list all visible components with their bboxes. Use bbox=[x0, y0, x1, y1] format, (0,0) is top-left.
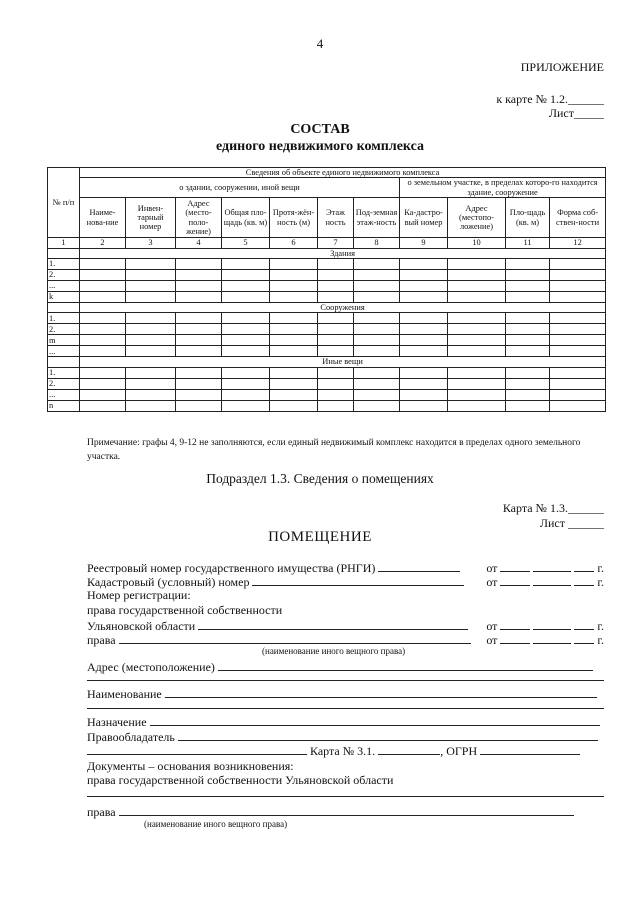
table-cell[interactable] bbox=[400, 324, 448, 335]
table-cell[interactable] bbox=[506, 378, 550, 389]
table-cell[interactable] bbox=[222, 292, 270, 303]
section-title: Иные вещи bbox=[80, 357, 606, 367]
table-row bbox=[48, 400, 606, 411]
table-row bbox=[48, 346, 606, 357]
column-number: 1 bbox=[48, 238, 80, 248]
table-cell[interactable] bbox=[126, 292, 176, 303]
day-field[interactable] bbox=[500, 574, 530, 586]
table-row bbox=[48, 378, 606, 389]
column-header: Пло-щадь (кв. м) bbox=[506, 198, 550, 238]
table-cell[interactable] bbox=[176, 281, 222, 292]
state-row bbox=[87, 603, 604, 618]
land-subheader: о земельном участке, в пределах которо-го находится здание, сооружение bbox=[400, 178, 606, 198]
table-cell[interactable] bbox=[80, 346, 126, 357]
title-line-1: СОСТАВ bbox=[290, 122, 350, 137]
table-cell[interactable] bbox=[270, 346, 318, 357]
table-cell[interactable] bbox=[448, 292, 506, 303]
section-title: Здания bbox=[80, 248, 606, 258]
table-cell[interactable] bbox=[448, 400, 506, 411]
table-cell[interactable] bbox=[506, 313, 550, 324]
address-line-2[interactable] bbox=[87, 680, 604, 681]
to-card: к карте № 1.2.______ bbox=[496, 92, 604, 106]
table-note: Примечание: графы 4, 9-12 не заполняются, если единый недвижимый комплекс находится в пределах одного земельного участка. bbox=[87, 438, 581, 462]
right2-field[interactable] bbox=[119, 804, 574, 816]
table-cell[interactable] bbox=[80, 259, 126, 270]
table-cell[interactable] bbox=[80, 367, 126, 378]
rngi-label: Реестровый номер государственного имущества (РНГИ) bbox=[87, 561, 376, 575]
table-cell[interactable] bbox=[318, 389, 354, 400]
row-number: 2. bbox=[48, 324, 80, 335]
cadastral-label: Кадастровый (условный) номер bbox=[87, 575, 250, 589]
table-cell[interactable] bbox=[550, 389, 606, 400]
other-right-hint: (наименование иного вещного права) bbox=[262, 646, 406, 656]
table-cell[interactable] bbox=[222, 259, 270, 270]
day-field[interactable] bbox=[500, 618, 530, 630]
table-cell[interactable] bbox=[270, 313, 318, 324]
year-label: г. bbox=[597, 561, 604, 575]
table-cell[interactable] bbox=[448, 367, 506, 378]
table-cell[interactable] bbox=[222, 270, 270, 281]
table-cell[interactable] bbox=[400, 281, 448, 292]
purpose-row bbox=[87, 714, 604, 729]
column-header: Протя-жён-ность (м) bbox=[270, 198, 318, 238]
row-number: ... bbox=[48, 281, 80, 292]
row-number: n bbox=[48, 400, 80, 411]
table-cell[interactable] bbox=[270, 389, 318, 400]
row-number: k bbox=[48, 292, 80, 303]
state-ownership-label: права государственной собственности bbox=[87, 603, 283, 617]
month-field[interactable] bbox=[533, 574, 571, 586]
table-cell[interactable] bbox=[222, 335, 270, 346]
ogrn-label: , ОГРН bbox=[440, 744, 478, 758]
table-row bbox=[48, 389, 606, 400]
table-cell[interactable] bbox=[550, 292, 606, 303]
day-field[interactable] bbox=[500, 632, 530, 644]
region-row bbox=[87, 618, 604, 633]
table-cell[interactable] bbox=[126, 378, 176, 389]
table-cell[interactable] bbox=[80, 389, 126, 400]
table-cell[interactable] bbox=[270, 259, 318, 270]
other-right-hint-2: (наименование иного вещного права) bbox=[144, 819, 288, 829]
table-cell[interactable] bbox=[270, 281, 318, 292]
table-cell[interactable] bbox=[126, 259, 176, 270]
column-header: Адрес (местопо-ложение) bbox=[448, 198, 506, 238]
table-cell[interactable] bbox=[550, 346, 606, 357]
table-cell[interactable] bbox=[270, 400, 318, 411]
table-cell[interactable] bbox=[448, 389, 506, 400]
table-cell[interactable] bbox=[354, 313, 400, 324]
table-cell[interactable] bbox=[80, 281, 126, 292]
subsection-title: Подраздел 1.3. Сведения о помещениях bbox=[206, 471, 434, 486]
table-cell[interactable] bbox=[550, 259, 606, 270]
table-cell[interactable] bbox=[400, 400, 448, 411]
column-header: Этаж ность bbox=[318, 198, 354, 238]
year-field[interactable] bbox=[574, 632, 594, 644]
table-row bbox=[48, 367, 606, 378]
table-cell[interactable] bbox=[318, 324, 354, 335]
table-cell[interactable] bbox=[448, 281, 506, 292]
row-number: 2. bbox=[48, 270, 80, 281]
table-cell[interactable] bbox=[222, 400, 270, 411]
table-cell[interactable] bbox=[354, 270, 400, 281]
from-label: от bbox=[486, 575, 498, 589]
table-cell[interactable] bbox=[318, 313, 354, 324]
table-cell[interactable] bbox=[550, 270, 606, 281]
year-label: г. bbox=[597, 575, 604, 589]
table-cell[interactable] bbox=[318, 292, 354, 303]
table-cell[interactable] bbox=[354, 335, 400, 346]
section-row bbox=[48, 303, 606, 313]
table-cell[interactable] bbox=[506, 270, 550, 281]
section-row bbox=[48, 357, 606, 367]
column-header: Адрес (место-поло-жение) bbox=[176, 198, 222, 238]
rngi-row bbox=[87, 560, 604, 575]
table-cell[interactable] bbox=[448, 378, 506, 389]
month-field[interactable] bbox=[533, 632, 571, 644]
row-number: 1. bbox=[48, 313, 80, 324]
table-cell[interactable] bbox=[448, 346, 506, 357]
table-cell[interactable] bbox=[80, 292, 126, 303]
column-number: 7 bbox=[318, 238, 354, 248]
table-cell[interactable] bbox=[176, 346, 222, 357]
table-row bbox=[48, 324, 606, 335]
table-cell[interactable] bbox=[506, 335, 550, 346]
column-header: Инвен-тарный номер bbox=[126, 198, 176, 238]
table-cell[interactable] bbox=[506, 389, 550, 400]
table-cell[interactable] bbox=[176, 389, 222, 400]
table-cell[interactable] bbox=[270, 378, 318, 389]
group-header: Сведения об объекте единого недвижимого комплекса bbox=[80, 168, 606, 178]
month-field[interactable] bbox=[533, 618, 571, 630]
name-row bbox=[87, 686, 604, 701]
region-reg-field[interactable] bbox=[198, 618, 468, 630]
table-cell[interactable] bbox=[222, 367, 270, 378]
cadastral-field[interactable] bbox=[252, 574, 464, 586]
table-cell[interactable] bbox=[354, 259, 400, 270]
name-field[interactable] bbox=[165, 686, 597, 698]
table-cell[interactable] bbox=[270, 335, 318, 346]
year-label: г. bbox=[597, 619, 604, 633]
column-number: 8 bbox=[354, 238, 400, 248]
holder-label: Правообладатель bbox=[87, 730, 175, 744]
table-cell[interactable] bbox=[400, 367, 448, 378]
table-cell[interactable] bbox=[318, 400, 354, 411]
from-label: от bbox=[486, 633, 498, 647]
year-field[interactable] bbox=[574, 618, 594, 630]
right-row bbox=[87, 632, 604, 647]
registration-label: Номер регистрации: bbox=[87, 588, 191, 602]
table-cell[interactable] bbox=[506, 292, 550, 303]
row-number: m bbox=[48, 335, 80, 346]
table-cell[interactable] bbox=[506, 367, 550, 378]
table-cell[interactable] bbox=[448, 335, 506, 346]
table-cell[interactable] bbox=[270, 367, 318, 378]
table-cell[interactable] bbox=[126, 324, 176, 335]
row-number: 2. bbox=[48, 378, 80, 389]
table-cell[interactable] bbox=[354, 400, 400, 411]
table-cell[interactable] bbox=[550, 324, 606, 335]
card31-row bbox=[87, 743, 604, 758]
appendix-label: ПРИЛОЖЕНИЕ bbox=[520, 60, 604, 74]
table-cell[interactable] bbox=[400, 259, 448, 270]
table-row bbox=[48, 270, 606, 281]
table-cell[interactable] bbox=[354, 292, 400, 303]
purpose-field[interactable] bbox=[150, 714, 600, 726]
holder-row bbox=[87, 729, 604, 744]
table-cell[interactable] bbox=[126, 335, 176, 346]
table-row bbox=[48, 313, 606, 324]
table-cell[interactable] bbox=[126, 313, 176, 324]
table-row bbox=[48, 292, 606, 303]
table-cell[interactable] bbox=[354, 367, 400, 378]
table-cell[interactable] bbox=[400, 389, 448, 400]
region-label: Ульяновской области bbox=[87, 619, 196, 633]
table-cell[interactable] bbox=[448, 324, 506, 335]
address-field[interactable] bbox=[218, 659, 593, 671]
table-cell[interactable] bbox=[126, 389, 176, 400]
name-line-2[interactable] bbox=[87, 708, 604, 709]
table-cell[interactable] bbox=[222, 313, 270, 324]
table-cell[interactable] bbox=[318, 378, 354, 389]
column-header: Форма соб-ствен-ности bbox=[550, 198, 606, 238]
table-cell[interactable] bbox=[506, 346, 550, 357]
right2-row bbox=[87, 804, 604, 819]
table-cell[interactable] bbox=[126, 281, 176, 292]
table-cell[interactable] bbox=[80, 324, 126, 335]
table-cell[interactable] bbox=[506, 281, 550, 292]
table-cell[interactable] bbox=[270, 292, 318, 303]
column-number: 11 bbox=[506, 238, 550, 248]
table-cell[interactable] bbox=[318, 281, 354, 292]
row-number: ... bbox=[48, 389, 80, 400]
from-label: от bbox=[486, 619, 498, 633]
column-number: 10 bbox=[448, 238, 506, 248]
section-title: Сооружения bbox=[80, 303, 606, 313]
card-1-3: Карта № 1.3.______ bbox=[502, 501, 604, 515]
table-cell[interactable] bbox=[222, 389, 270, 400]
section-number-cell bbox=[48, 357, 80, 367]
docs-state-label: права государственной собственности Ульяновской области bbox=[87, 773, 394, 787]
table-cell[interactable] bbox=[550, 313, 606, 324]
docs-row bbox=[87, 759, 604, 774]
sheet-2: Лист ______ bbox=[539, 516, 604, 530]
table-cell[interactable] bbox=[222, 378, 270, 389]
column-header: Ка-дастро-вый номер bbox=[400, 198, 448, 238]
right-label: права bbox=[87, 633, 116, 647]
table-row bbox=[48, 335, 606, 346]
reg-row bbox=[87, 588, 604, 603]
year-label: г. bbox=[597, 633, 604, 647]
ogrn-field[interactable] bbox=[480, 743, 580, 755]
table-cell[interactable] bbox=[354, 324, 400, 335]
docs-state-row bbox=[87, 773, 604, 788]
table-cell[interactable] bbox=[550, 281, 606, 292]
address-row bbox=[87, 659, 604, 674]
year-field[interactable] bbox=[574, 560, 594, 572]
table-cell[interactable] bbox=[176, 367, 222, 378]
table-cell[interactable] bbox=[126, 346, 176, 357]
rngi-field[interactable] bbox=[378, 560, 460, 572]
table-cell[interactable] bbox=[354, 389, 400, 400]
column-number: 4 bbox=[176, 238, 222, 248]
table-cell[interactable] bbox=[176, 400, 222, 411]
table-cell[interactable] bbox=[550, 400, 606, 411]
table-cell[interactable] bbox=[318, 270, 354, 281]
table-cell[interactable] bbox=[506, 259, 550, 270]
premises-heading: ПОМЕЩЕНИЕ bbox=[268, 529, 372, 545]
table-cell[interactable] bbox=[176, 378, 222, 389]
table-cell[interactable] bbox=[354, 378, 400, 389]
col-number-header: № п/п bbox=[48, 168, 80, 238]
table-cell[interactable] bbox=[550, 335, 606, 346]
page-number: 4 bbox=[316, 36, 324, 51]
row-number: 1. bbox=[48, 259, 80, 270]
month-field[interactable] bbox=[533, 560, 571, 572]
card31-label: Карта № 3.1. bbox=[310, 744, 376, 758]
sheet: Лист_____ bbox=[548, 106, 604, 120]
table-row bbox=[48, 281, 606, 292]
table-row bbox=[48, 259, 606, 270]
table-cell[interactable] bbox=[448, 259, 506, 270]
table-cell[interactable] bbox=[176, 259, 222, 270]
table-cell[interactable] bbox=[80, 313, 126, 324]
column-header: Наиме-нова-ние bbox=[80, 198, 126, 238]
card-1-3-reference bbox=[503, 501, 604, 531]
right2-label: права bbox=[87, 805, 116, 819]
table-cell[interactable] bbox=[448, 270, 506, 281]
table-cell[interactable] bbox=[176, 324, 222, 335]
right-field[interactable] bbox=[119, 632, 471, 644]
column-number: 12 bbox=[550, 238, 606, 248]
table-cell[interactable] bbox=[400, 335, 448, 346]
table-cell[interactable] bbox=[176, 270, 222, 281]
section-number-cell bbox=[48, 248, 80, 258]
table-cell[interactable] bbox=[80, 378, 126, 389]
holder-field[interactable] bbox=[178, 729, 598, 741]
table-cell[interactable] bbox=[176, 335, 222, 346]
from-label: от bbox=[486, 561, 498, 575]
table-cell[interactable] bbox=[400, 378, 448, 389]
address-label: Адрес (местоположение) bbox=[87, 660, 215, 674]
column-number: 6 bbox=[270, 238, 318, 248]
row-number: 1. bbox=[48, 367, 80, 378]
day-field[interactable] bbox=[500, 560, 530, 572]
table-cell[interactable] bbox=[550, 367, 606, 378]
table-cell[interactable] bbox=[176, 292, 222, 303]
table-cell[interactable] bbox=[506, 324, 550, 335]
table-cell[interactable] bbox=[80, 400, 126, 411]
name-label: Наименование bbox=[87, 687, 162, 701]
table-cell[interactable] bbox=[318, 367, 354, 378]
table-cell[interactable] bbox=[400, 346, 448, 357]
table-cell[interactable] bbox=[318, 259, 354, 270]
section-row bbox=[48, 248, 606, 258]
column-header: Под-земная этаж-ность bbox=[354, 198, 400, 238]
column-number: 3 bbox=[126, 238, 176, 248]
table-cell[interactable] bbox=[318, 346, 354, 357]
purpose-label: Назначение bbox=[87, 715, 147, 729]
table-cell[interactable] bbox=[448, 313, 506, 324]
building-subheader: о здании, сооружении, иной вещи bbox=[80, 178, 400, 198]
table-cell[interactable] bbox=[270, 324, 318, 335]
card31-field[interactable] bbox=[378, 743, 440, 755]
table-cell[interactable] bbox=[126, 270, 176, 281]
table-cell[interactable] bbox=[176, 313, 222, 324]
column-header: Общая пло-щадь (кв. м) bbox=[222, 198, 270, 238]
holder-field-2[interactable] bbox=[87, 743, 307, 755]
table-cell[interactable] bbox=[270, 270, 318, 281]
column-number: 9 bbox=[400, 238, 448, 248]
table-cell[interactable] bbox=[222, 346, 270, 357]
cadastral-row bbox=[87, 574, 604, 589]
table-cell[interactable] bbox=[80, 270, 126, 281]
table-cell[interactable] bbox=[354, 346, 400, 357]
table-cell[interactable] bbox=[400, 313, 448, 324]
docs-label: Документы – основания возникновения: bbox=[87, 759, 294, 773]
table-cell[interactable] bbox=[80, 335, 126, 346]
table-cell[interactable] bbox=[354, 281, 400, 292]
column-number: 5 bbox=[222, 238, 270, 248]
table-cell[interactable] bbox=[222, 324, 270, 335]
table-cell[interactable] bbox=[506, 400, 550, 411]
composition-table bbox=[47, 167, 606, 412]
docs-line[interactable] bbox=[87, 796, 604, 797]
table-cell[interactable] bbox=[400, 270, 448, 281]
table-cell[interactable] bbox=[318, 335, 354, 346]
section-number-cell bbox=[48, 303, 80, 313]
table-cell[interactable] bbox=[126, 367, 176, 378]
table-cell[interactable] bbox=[550, 378, 606, 389]
table-cell[interactable] bbox=[222, 281, 270, 292]
year-field[interactable] bbox=[574, 574, 594, 586]
table-cell[interactable] bbox=[400, 292, 448, 303]
column-number: 2 bbox=[80, 238, 126, 248]
table-cell[interactable] bbox=[126, 400, 176, 411]
title-line-2: единого недвижимого комплекса bbox=[215, 139, 425, 154]
row-number: ... bbox=[48, 346, 80, 357]
document-title bbox=[0, 121, 640, 155]
card-reference bbox=[496, 92, 604, 120]
